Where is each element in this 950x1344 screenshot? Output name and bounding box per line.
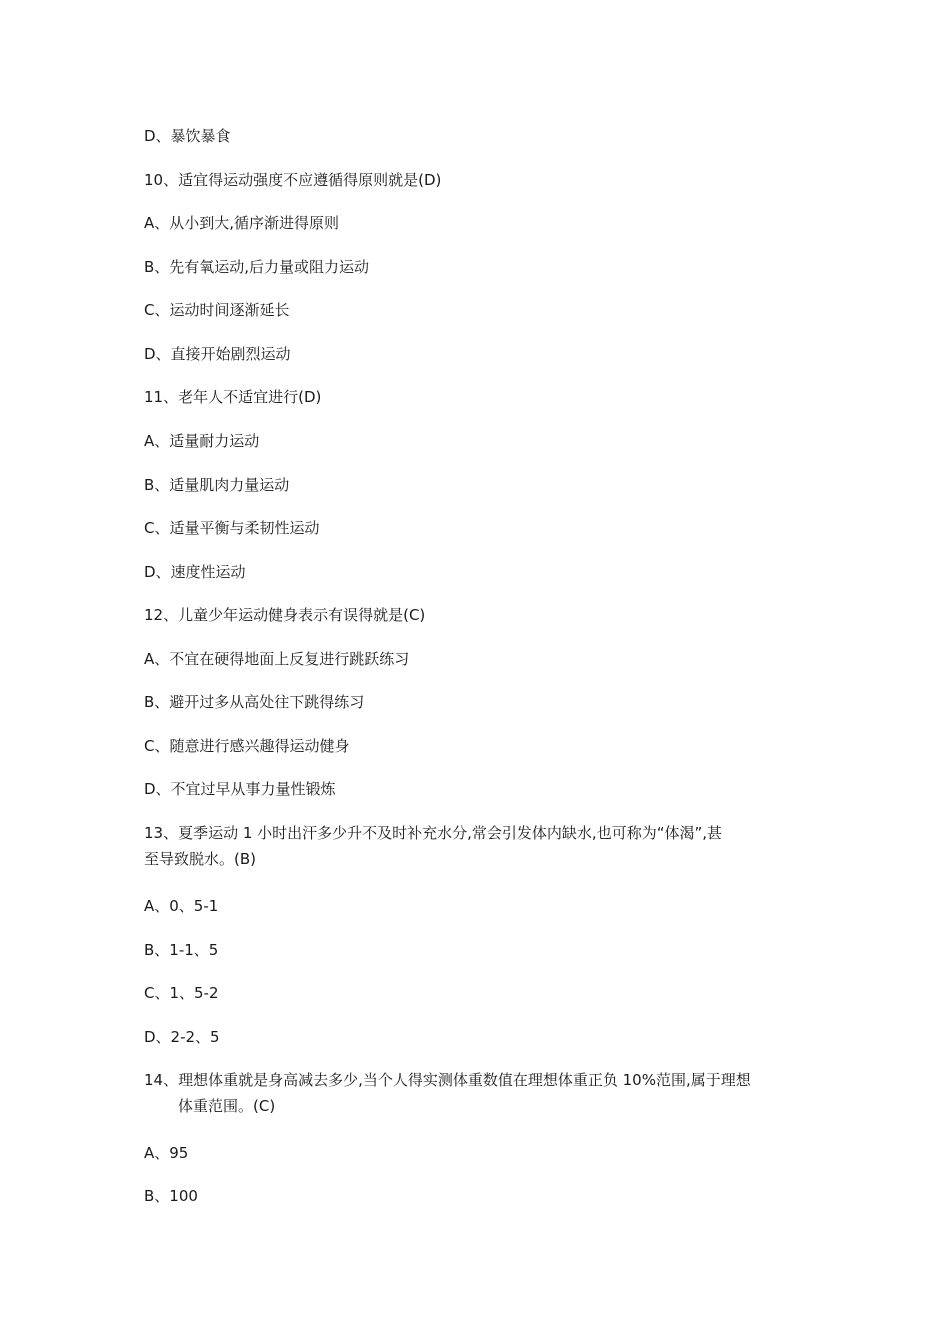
option-line: D、速度性运动 xyxy=(144,563,246,581)
option-line: D、不宜过早从事力量性锻炼 xyxy=(144,780,336,798)
question-line: 11、老年人不适宜进行(D) xyxy=(144,388,322,406)
question-14 xyxy=(144,1067,809,1119)
option-line: C、随意进行感兴趣得运动健身 xyxy=(144,737,350,755)
option-line: D、直接开始剧烈运动 xyxy=(144,345,291,363)
option-line: B、避开过多从高处往下跳得练习 xyxy=(144,693,365,711)
option-line: C、适量平衡与柔韧性运动 xyxy=(144,519,320,537)
question-13 xyxy=(144,820,809,872)
question-14-line-1: 14、理想体重就是身高减去多少,当个人得实测体重数值在理想体重正负 10%范围,属于理想 xyxy=(144,1071,751,1089)
option-line: B、1-1、5 xyxy=(144,941,219,959)
question-13-line-2: 至导致脱水。(B) xyxy=(144,850,256,868)
question-line: 12、儿童少年运动健身表示有误得就是(C) xyxy=(144,606,426,624)
option-line: A、不宜在硬得地面上反复进行跳跃练习 xyxy=(144,650,410,668)
option-line: C、运动时间逐渐延长 xyxy=(144,301,290,319)
option-line: B、100 xyxy=(144,1187,198,1205)
option-line: A、95 xyxy=(144,1144,189,1162)
option-line: C、1、5-2 xyxy=(144,984,219,1002)
option-line: D、2-2、5 xyxy=(144,1028,220,1046)
option-line: A、从小到大,循序渐进得原则 xyxy=(144,214,340,232)
option-line: B、适量肌肉力量运动 xyxy=(144,476,290,494)
option-line: B、先有氧运动,后力量或阻力运动 xyxy=(144,258,370,276)
option-line: A、适量耐力运动 xyxy=(144,432,260,450)
option-line: D、暴饮暴食 xyxy=(144,127,231,145)
question-line: 10、适宜得运动强度不应遵循得原则就是(D) xyxy=(144,171,442,189)
question-13-line-1: 13、夏季运动 1 小时出汗多少升不及时补充水分,常会引发体内缺水,也可称为“体渴”,甚 xyxy=(144,824,723,842)
option-line: A、0、5-1 xyxy=(144,897,219,915)
question-14-line-2: 体重范围。(C) xyxy=(178,1097,276,1115)
